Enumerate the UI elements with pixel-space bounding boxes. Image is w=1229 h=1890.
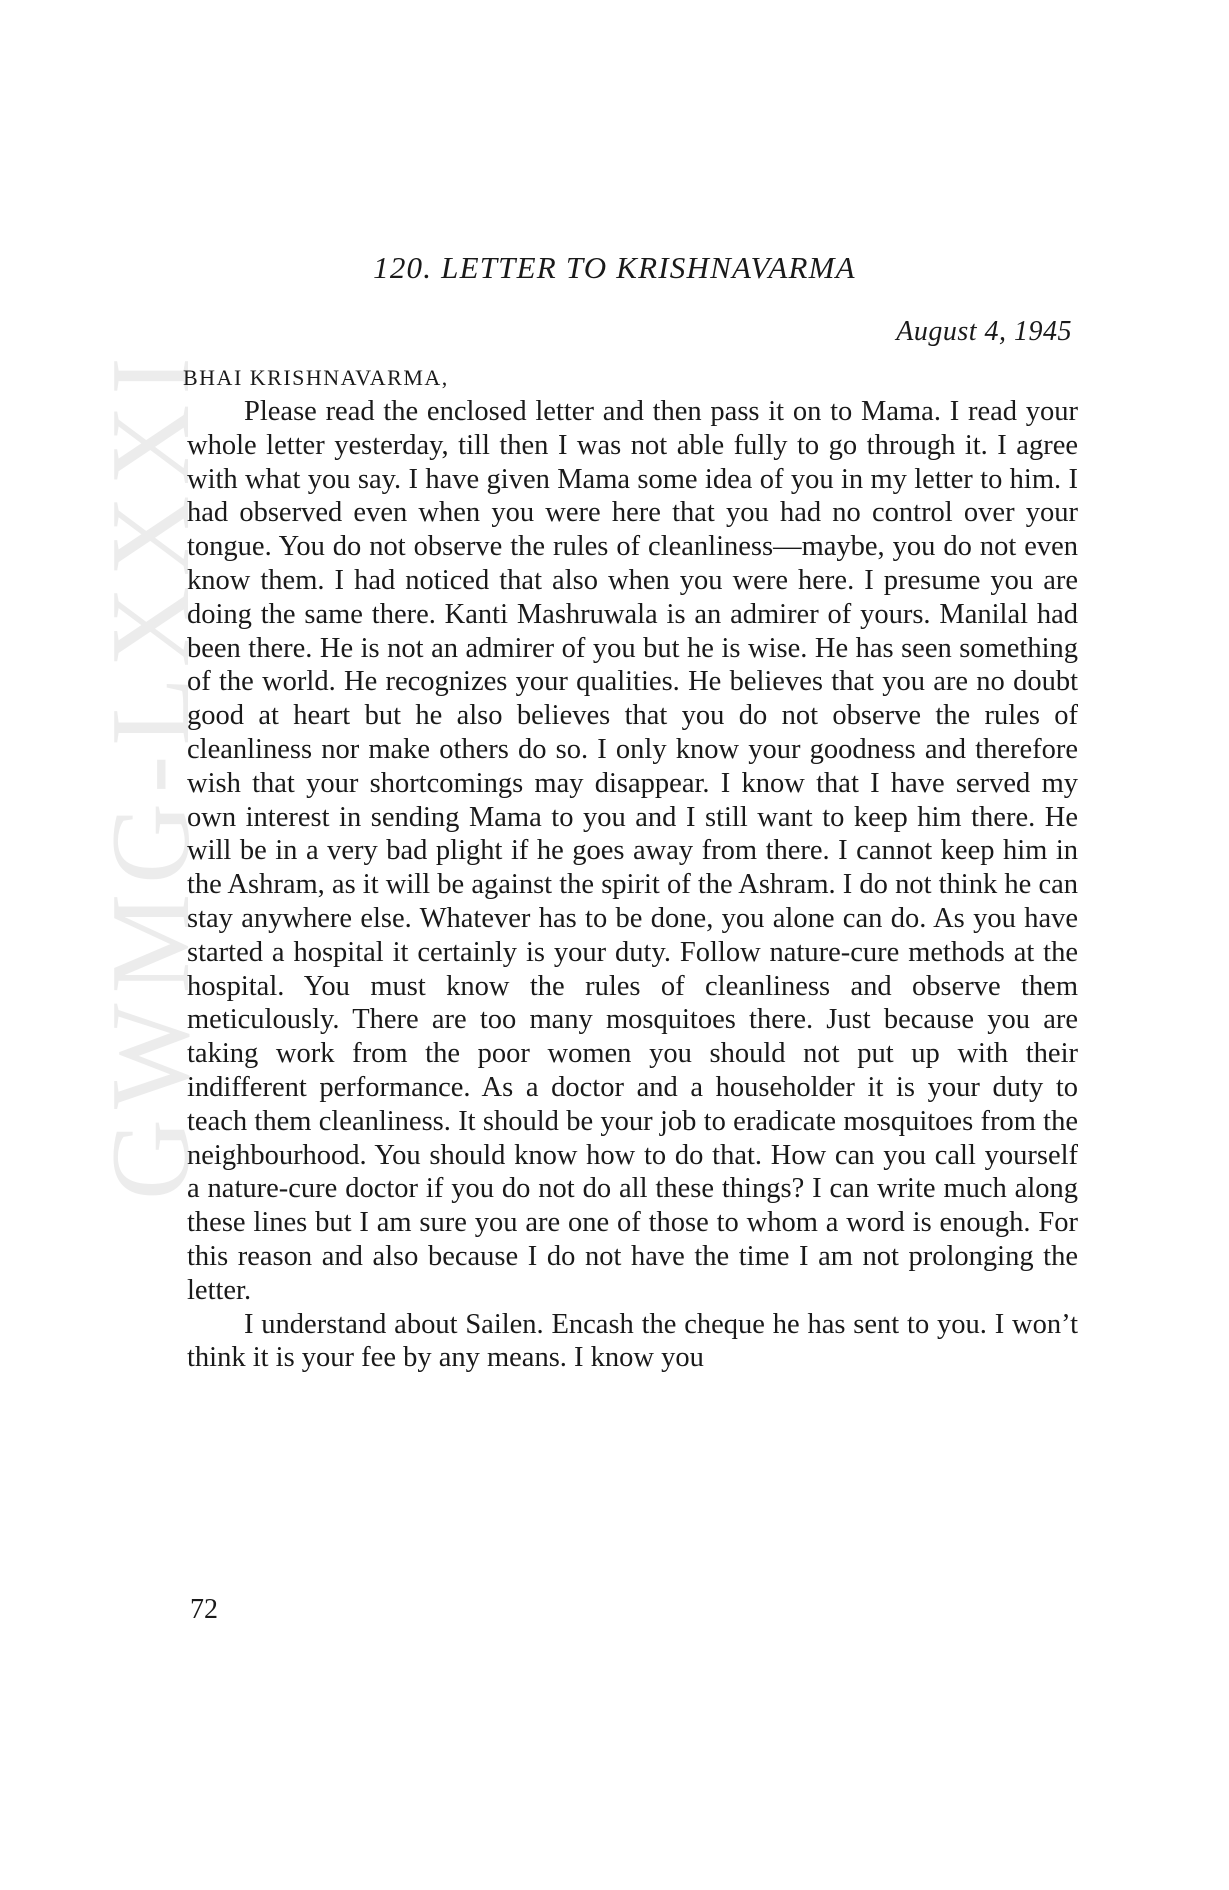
letter-date: August 4, 1945: [896, 316, 1072, 347]
paragraph-1: Please read the enclosed letter and then pass it on to Mama. I read your whole letter yesterday, till then I was not able fully to go through it. I agree with what you say. I have given Mama some idea of you in my letter to him. I had observed even when you were here that you had no control over your tongue. You do not observe the rules of cleanliness—maybe, you do not even know them. I had noticed that also when you were here. I presume you are doing the same there. Kanti Mashruwala is an admirer of yours. Manilal had been there. He is not an admirer of you but he is wise. He has seen something of the world. He recognizes your qualities. He believes that you are no doubt good at heart but he also believes that you do not observe the rules of cleanliness nor make others do so. I only know your goodness and therefore wish that your shortcomings may disappear. I know that I have served my own interest in sending Mama to you and I still want to keep him there. He will be in a very bad plight if he goes away from there. I cannot keep him in the Ashram, as it will be against the spirit of the Ashram. I do not think he can stay anywhere else. Whatever has to be done, you alone can do. As you have started a hospital it certainly is your duty. Follow nature-cure methods at the hospital. You must know the rules of cleanliness and observe them meticulously. There are too many mosquitoes there. Just because you are taking work from the poor women you should not put up with their indifferent performance. As a doctor and a householder it is your duty to teach them cleanliness. It should be your job to eradicate mosquitoes from the neighbourhood. You should know how to do that. How can you call yourself a nature-cure doctor if you do not do all these things? I can write much along these lines but I am sure you are one of those to whom a word is enough. For this reason and also because I do not have the time I am not prolonging the letter.: [187, 396, 1078, 1306]
salutation: BHAI KRISHNAVARMA,: [183, 365, 449, 390]
letter-body: [187, 395, 1078, 1375]
paragraph-2: I understand about Sailen. Encash the cheque he has sent to you. I won’t think it is your fee by any means. I know you: [187, 1308, 1078, 1374]
page-number: 72: [190, 1594, 218, 1625]
letter-title: 120. LETTER TO KRISHNAVARMA: [373, 250, 856, 285]
watermark: GWMG-LXXXI: [89, 347, 213, 1200]
